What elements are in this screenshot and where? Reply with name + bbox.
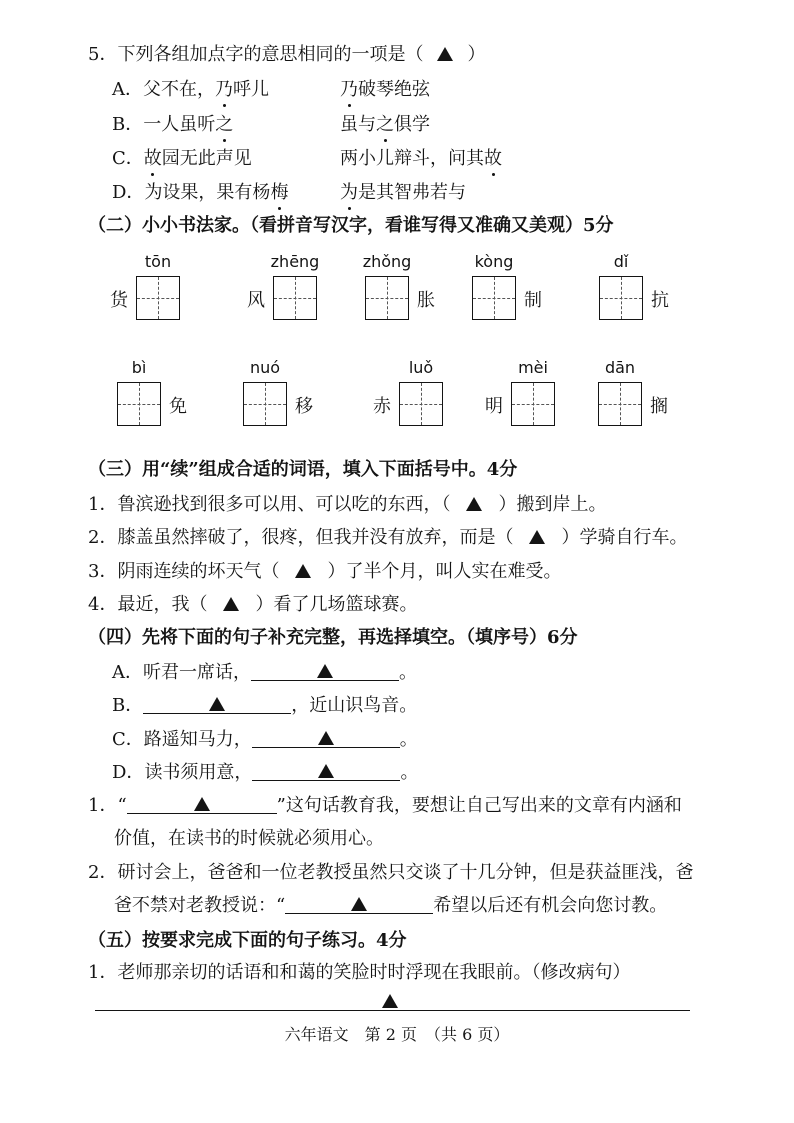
answer-triangle-icon	[209, 697, 225, 711]
answer-triangle-icon	[382, 992, 398, 1011]
dotted-char: 之	[215, 112, 233, 138]
page-footer: 六年语文 第 2 页 （共 6 页）	[284, 1025, 510, 1044]
section-3-title: （三）用“续”组成合适的词语，填入下面括号中。4分	[88, 459, 518, 480]
option-text: 。	[399, 729, 418, 750]
option-text: 俱学	[394, 114, 430, 135]
answer-blank[interactable]	[285, 893, 433, 914]
pinyin-label: luǒ	[408, 358, 434, 377]
tianzige-cell[interactable]	[273, 276, 317, 320]
q5-option-1	[112, 112, 233, 138]
answer-slot[interactable]	[529, 527, 545, 548]
section-2-title: （二）小小书法家。（看拼音写汉字，看谁写得又准确又美观）5分	[88, 215, 614, 236]
option-label: C．	[112, 148, 144, 169]
pinyin-label: zhēng	[270, 252, 320, 271]
pinyin-label: tōn	[144, 252, 172, 271]
q5-option-2-right	[340, 146, 502, 172]
option-text: 路遥知马力，	[143, 729, 252, 750]
word-char-before: 赤	[373, 396, 391, 417]
q5-option-2	[112, 146, 252, 172]
answer-slot[interactable]	[295, 561, 311, 582]
q5-option-0-right	[340, 77, 430, 103]
answer-triangle-icon	[295, 564, 311, 578]
pinyin-label: nuó	[249, 358, 281, 377]
answer-triangle-icon	[318, 764, 334, 778]
tianzige-cell[interactable]	[399, 382, 443, 426]
answer-blank[interactable]	[252, 727, 400, 748]
answer-triangle-icon	[351, 897, 367, 911]
option-label: B．	[112, 695, 144, 716]
dotted-char: 乃	[215, 77, 233, 103]
sec4-option-1	[112, 693, 417, 719]
option-text: 破琴绝弦	[358, 79, 430, 100]
tianzige-cell[interactable]	[472, 276, 516, 320]
option-text: 一人虽听	[143, 114, 216, 135]
answer-triangle-icon	[529, 530, 545, 544]
sec4-question-1: 1．“ ”这句话教育我，要想让自己写出来的文章有内涵和	[88, 795, 682, 816]
item-text: ）学骑自行车。	[561, 527, 688, 548]
item-text: 2．膝盖虽然摔破了，很疼，但我并没有放弃，而是（	[88, 527, 514, 548]
tianzige-cell[interactable]	[599, 276, 643, 320]
section-4-title: （四）先将下面的句子补充完整，再选择填空。（填序号）6分	[88, 627, 578, 648]
answer-line[interactable]	[95, 1010, 690, 1011]
answer-blank[interactable]	[251, 660, 399, 681]
option-text: 虽与	[340, 114, 376, 135]
q5-option-3	[112, 180, 288, 206]
answer-blank[interactable]	[127, 793, 277, 814]
word-char-before: 货	[110, 290, 128, 311]
answer-triangle-icon	[466, 497, 482, 511]
dotted-char: 故	[144, 146, 162, 172]
tianzige-cell[interactable]	[365, 276, 409, 320]
sec4-option-2	[112, 727, 418, 753]
sec3-item-3	[88, 592, 417, 618]
option-text: 两小儿辩斗，问其	[340, 148, 484, 169]
item-text: ）搬到岸上。	[498, 494, 607, 515]
option-text: 为设果，果有杨	[144, 182, 271, 203]
word-char-before: 风	[247, 290, 265, 311]
option-text: 园无此声见	[161, 148, 252, 169]
word-char-after: 制	[524, 290, 542, 311]
item-text: 3．阴雨连续的坏天气（	[88, 561, 280, 582]
answer-blank[interactable]	[143, 693, 291, 714]
dotted-char: 故	[484, 146, 502, 172]
answer-triangle-icon	[317, 664, 333, 678]
pinyin-label: dǐ	[613, 252, 629, 271]
sec3-item-0	[88, 492, 606, 518]
tianzige-cell[interactable]	[243, 382, 287, 426]
option-label: D．	[112, 762, 145, 783]
q5-stem: 5．下列各组加点字的意思相同的一项是（ ）	[88, 44, 486, 65]
dotted-char: 乃	[340, 77, 358, 103]
word-char-after: 移	[295, 396, 313, 417]
tianzige-cell[interactable]	[511, 382, 555, 426]
sec4-question-1-line2: 价值，在读书的时候就必须用心。	[114, 828, 384, 849]
answer-blank[interactable]	[252, 760, 400, 781]
sec5-question-1: 1．老师那亲切的话语和和蔼的笑脸时时浮现在我眼前。（修改病句）	[88, 962, 631, 983]
item-text: 1．鲁滨逊找到很多可以用、可以吃的东西，（	[88, 494, 451, 515]
word-char-before: 明	[485, 396, 503, 417]
answer-triangle-icon	[318, 731, 334, 745]
q5-option-1-right	[340, 112, 430, 138]
answer-slot[interactable]	[223, 594, 239, 615]
answer-slot[interactable]	[466, 494, 482, 515]
pinyin-label: zhǒng	[362, 252, 412, 271]
answer-triangle-icon	[437, 47, 453, 61]
option-label: D．	[112, 182, 145, 203]
sec3-item-1	[88, 525, 687, 551]
dotted-char: 之	[376, 112, 394, 138]
sec4-question-2-line2: 爸不禁对老教授说：“ 希望以后还有机会向您讨教。	[114, 895, 668, 916]
option-text: 父不在，	[143, 79, 215, 100]
sec3-item-2	[88, 559, 561, 585]
option-label: A．	[112, 79, 143, 100]
option-text: 。	[400, 762, 419, 783]
q5-option-3-right	[340, 180, 466, 206]
word-char-after: 搁	[650, 396, 668, 417]
sec4-question-2: 2．研讨会上，爸爸和一位老教授虽然只交谈了十几分钟，但是获益匪浅，爸	[88, 862, 694, 883]
option-text: 是其智弗若与	[358, 182, 466, 203]
sec4-option-0	[112, 660, 417, 686]
option-label: A．	[112, 662, 143, 683]
tianzige-cell[interactable]	[136, 276, 180, 320]
option-text: 听君一席话，	[143, 662, 251, 683]
option-text: ，近山识鸟音。	[291, 695, 418, 716]
q5-option-0	[112, 77, 269, 103]
dotted-char: 梅	[270, 180, 288, 206]
dotted-char: 为	[340, 180, 358, 206]
word-char-after: 胀	[417, 290, 435, 311]
option-label: C．	[112, 729, 144, 750]
word-char-after: 抗	[651, 290, 669, 311]
pinyin-label: bì	[131, 358, 147, 377]
option-text: 读书须用意，	[144, 762, 253, 783]
word-char-after: 免	[169, 396, 187, 417]
option-label: B．	[112, 114, 144, 135]
option-text: 。	[399, 662, 417, 683]
pinyin-label: kòng	[474, 252, 514, 271]
pinyin-label: dān	[604, 358, 636, 377]
answer-triangle-icon	[194, 797, 210, 811]
section-5-title: （五）按要求完成下面的句子练习。4分	[88, 930, 407, 951]
answer-triangle-icon	[223, 597, 239, 611]
item-text: ）了半个月，叫人实在难受。	[327, 561, 562, 582]
item-text: ）看了几场篮球赛。	[255, 594, 418, 615]
item-text: 4．最近，我（	[88, 594, 208, 615]
option-text: 呼儿	[233, 79, 269, 100]
pinyin-label: mèi	[518, 358, 548, 377]
sec4-option-3	[112, 760, 418, 786]
tianzige-cell[interactable]	[117, 382, 161, 426]
tianzige-cell[interactable]	[598, 382, 642, 426]
